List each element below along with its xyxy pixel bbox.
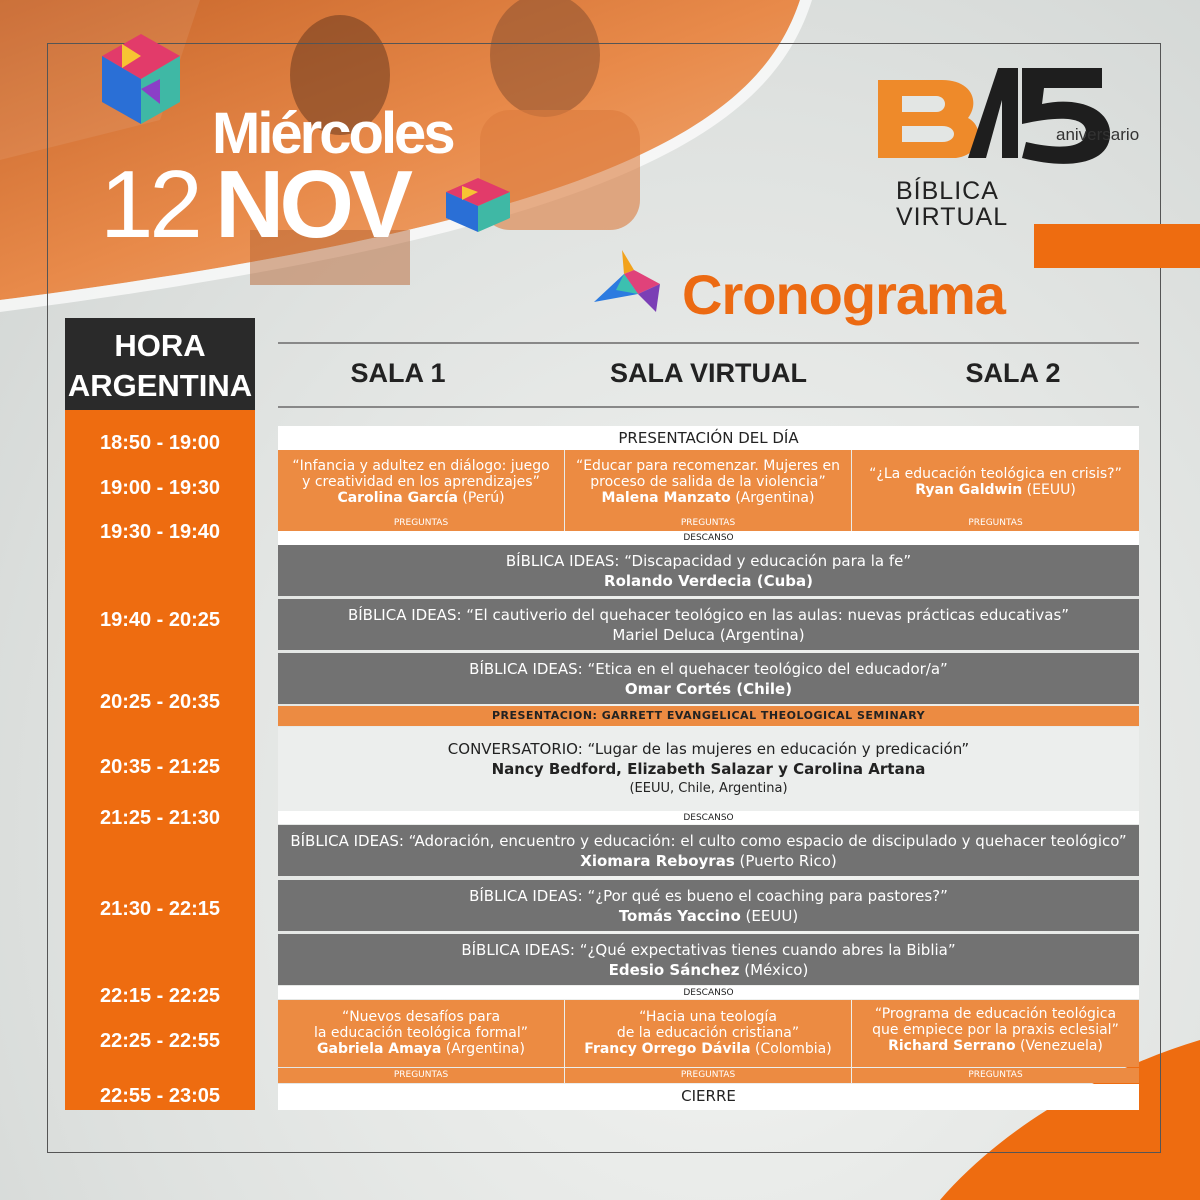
session-title-line1: “Hacia una teología: [639, 1009, 777, 1025]
time-slot: 19:30 - 19:40: [99, 521, 221, 543]
preguntas-row: [278, 516, 1139, 531]
ideas-speaker: Rolando Verdecia (Cuba): [604, 572, 813, 590]
time-slot: 18:50 - 19:00: [99, 432, 221, 454]
time-slot: 22:25 - 22:55: [99, 1030, 221, 1052]
ideas-title: BÍBLICA IDEAS: “Discapacidad y educación para la fe”: [505, 552, 912, 570]
session-cell: [852, 1000, 1139, 1067]
sala-virtual-header: SALA VIRTUAL: [610, 358, 807, 388]
origami-bird-icon: [594, 250, 666, 312]
ideas-title: BÍBLICA IDEAS: “Adoración, encuentro y educación: el culto como espacio de discipulado y quehacer teológico”: [290, 832, 1127, 850]
session-speaker: Francy Orrego Dávila: [584, 1041, 751, 1057]
session-cell: [852, 450, 1139, 516]
time-slot: 20:35 - 21:25: [99, 756, 221, 778]
session-block-1: [278, 450, 1139, 516]
session-country: (Argentina): [730, 490, 815, 506]
day-name: Miércoles: [212, 101, 453, 166]
hora-header: [65, 318, 255, 410]
session-block-2: [278, 1000, 1139, 1067]
session-title-line2: la educación teológica formal”: [313, 1025, 529, 1041]
ideas-speaker: Edesio Sánchez: [608, 961, 740, 979]
session-country: (Venezuela): [1015, 1038, 1103, 1054]
session-speaker: Richard Serrano: [888, 1038, 1016, 1054]
descanso-row: DESCANSO: [278, 811, 1139, 824]
ideas-speaker: Omar Cortés (Chile): [624, 680, 793, 698]
conversatorio-row: [278, 727, 1139, 811]
time-slot: 19:40 - 20:25: [99, 609, 221, 631]
session-title: “Infancia y adultez en diálogo: juego y creatividad en los aprendizajes”: [292, 458, 550, 490]
preguntas-label: PREGUNTAS: [565, 1068, 851, 1083]
month: NOV: [215, 151, 409, 258]
session-speaker: Gabriela Amaya: [317, 1041, 442, 1057]
conversatorio-countries: (EEUU, Chile, Argentina): [629, 781, 788, 796]
session-cell: [278, 450, 564, 516]
preguntas-label: PREGUNTAS: [278, 516, 564, 531]
ideas-row: [278, 825, 1139, 876]
ideas-row: [278, 599, 1139, 650]
ideas-speaker: Xiomara Reboyras: [580, 852, 735, 870]
ideas-country: (México): [739, 961, 809, 979]
time-slot: 22:55 - 23:05: [99, 1085, 221, 1107]
preguntas-label: PREGUNTAS: [852, 1068, 1139, 1083]
descanso-row: DESCANSO: [278, 986, 1139, 999]
time-column: [65, 410, 255, 1110]
session-speaker: Carolina García: [337, 490, 458, 506]
orange-tab: [1034, 224, 1200, 268]
session-cell: [565, 1000, 851, 1067]
ideas-row: [278, 934, 1139, 985]
ideas-row: [278, 880, 1139, 931]
preguntas-label: PREGUNTAS: [852, 516, 1139, 531]
session-country: (Argentina): [441, 1041, 525, 1057]
hora-header-line2: ARGENTINA: [67, 368, 253, 403]
session-speaker: Ryan Galdwin: [915, 482, 1023, 498]
ideas-title: BÍBLICA IDEAS: “¿Qué expectativas tienes cuando abres la Biblia”: [461, 941, 956, 959]
time-slot: 20:25 - 20:35: [99, 691, 221, 713]
ideas-speaker: Tomás Yaccino: [618, 907, 741, 925]
garrett-row: PRESENTACION: GARRETT EVANGELICAL THEOLOGICAL SEMINARY: [278, 706, 1139, 726]
session-speaker: Malena Manzato: [601, 490, 731, 506]
hora-header-line1: HORA: [114, 328, 206, 363]
logo-line2: VIRTUAL: [896, 203, 1009, 231]
ideas-country: (Puerto Rico): [734, 852, 837, 870]
logo-text: [896, 178, 1008, 230]
session-cell: [278, 1000, 564, 1067]
page-title: Cronograma: [682, 263, 1005, 326]
session-title-line2: de la educación cristiana”: [616, 1025, 800, 1041]
sala-header-row: [278, 342, 1139, 408]
ideas-title: BÍBLICA IDEAS: “Etica en el quehacer teológico del educador/a”: [469, 660, 948, 678]
descanso-row: DESCANSO: [278, 531, 1139, 545]
ideas-country: (EEUU): [740, 907, 799, 925]
session-title-line1: “Nuevos desafíos para: [341, 1009, 501, 1025]
ideas-title: BÍBLICA IDEAS: “El cautiverio del quehacer teológico en las aulas: nuevas prácticas educativas”: [347, 606, 1070, 624]
time-slot: 19:00 - 19:30: [99, 477, 221, 499]
session-country: (EEUU): [1022, 482, 1076, 498]
time-slot: 22:15 - 22:25: [99, 985, 221, 1007]
cierre-row: CIERRE: [278, 1084, 1139, 1110]
logo-aniversario: aniversario: [1056, 125, 1140, 144]
gem-icon: [446, 178, 510, 232]
logo-line1: BÍBLICA: [896, 177, 999, 205]
session-title: “¿La educación teológica en crisis?”: [869, 466, 1122, 482]
session-country: (Perú): [457, 490, 505, 506]
sala-1-header: SALA 1: [350, 358, 446, 388]
preguntas-row: [278, 1068, 1139, 1083]
ideas-row: [278, 653, 1139, 704]
session-country: (Colombia): [750, 1041, 832, 1057]
sala-2-header: SALA 2: [965, 358, 1061, 388]
day-number: 12: [100, 151, 199, 258]
session-title-line2: que empiece por la praxis eclesial”: [872, 1022, 1119, 1038]
time-slot: 21:25 - 21:30: [99, 807, 221, 829]
ideas-row: [278, 545, 1139, 596]
preguntas-label: PREGUNTAS: [278, 1068, 564, 1083]
preguntas-label: PREGUNTAS: [565, 516, 851, 531]
conversatorio-speakers: Nancy Bedford, Elizabeth Salazar y Carolina Artana: [491, 760, 926, 778]
presentacion-row: PRESENTACIÓN DEL DÍA: [278, 426, 1139, 450]
ideas-speaker: Mariel Deluca (Argentina): [612, 626, 805, 644]
time-slot: 21:30 - 22:15: [99, 898, 221, 920]
session-title: “Educar para recomenzar. Mujeres en proceso de salida de la violencia”: [575, 458, 841, 490]
ideas-title: BÍBLICA IDEAS: “¿Por qué es bueno el coaching para pastores?”: [469, 887, 948, 905]
conversatorio-title: CONVERSATORIO: “Lugar de las mujeres en educación y predicación”: [447, 740, 970, 758]
session-cell: [565, 450, 851, 516]
gem-icon: [102, 34, 180, 124]
session-title-line1: “Programa de educación teológica: [874, 1006, 1117, 1022]
